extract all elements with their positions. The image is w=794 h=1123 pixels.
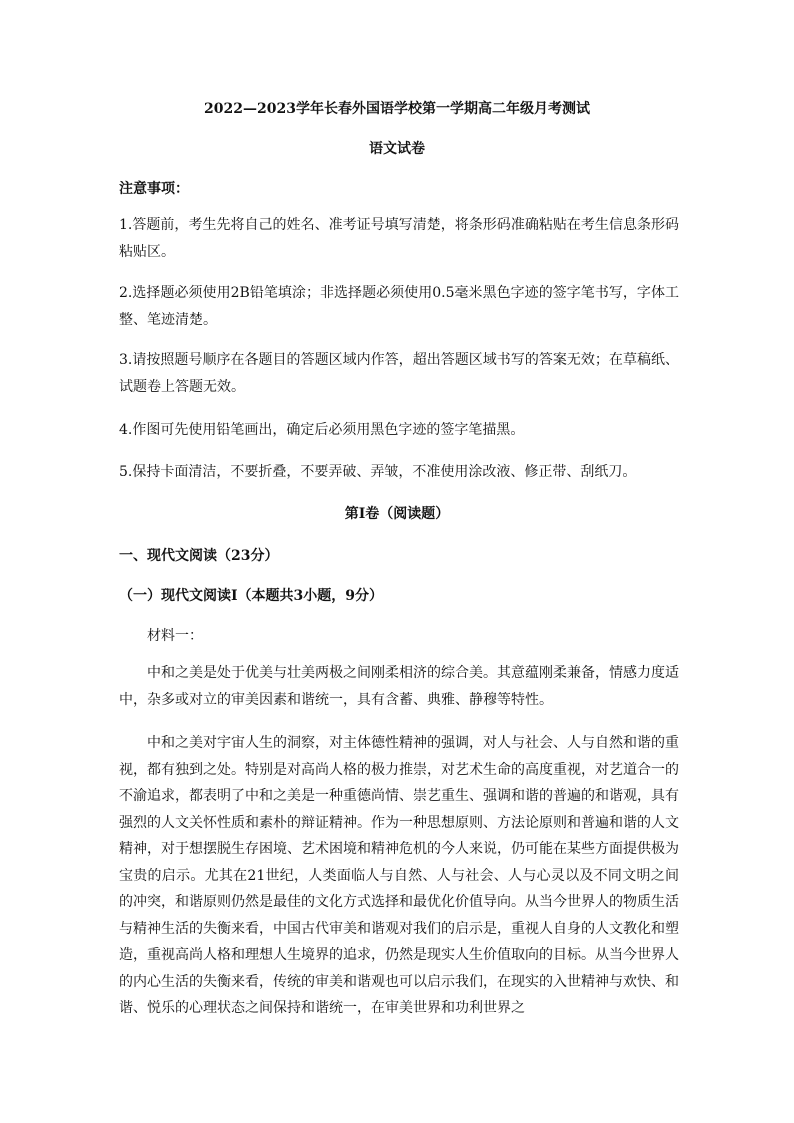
volume-title: 第Ⅰ卷（阅读题） [344, 506, 450, 522]
note-item-4: 4.作图可先使用铅笔画出，确定后必须用黑色字迹的签字笔描黑。 [119, 422, 525, 438]
note-item-1: 1.答题前，考生先将自己的姓名、准考证号填写清楚，将条形码准确粘贴在考生信息条形码粘贴区。 [119, 217, 679, 260]
note-item-2: 2.选择题必须使用2B铅笔填涂；非选择题必须使用0.5毫米黑色字迹的签字笔书写，字体工整、笔迹清楚。 [119, 285, 679, 328]
note-item-5: 5.保持卡面清洁，不要折叠，不要弄破、弄皱，不准使用涂改液、修正带、刮纸刀。 [119, 464, 637, 480]
paragraph-2: 中和之美对宇宙人生的洞察，对主体德性精神的强调，对人与社会、人与自然和谐的重视，都有独到之处。特别是对高尚人格的极力推崇，对艺术生命的高度重视，对艺道合一的不渝追求，都表明了中和之美是一种重德尚情、崇艺重生、强调和谐的普遍的和谐观，具有强烈的人文关怀性质和素朴的辩证精神。作为一种思想原则、方法论原则和普遍和谐的人文精神，对于想摆脱生存困境、艺术困境和精神危机的今人来说，仍可能在某些方面提供极为宝贵的启示。尤其在21世纪，人类面临人与自然、人与社会、人与心灵以及不同文明之间的冲突，和谐原则仍然是最佳的文化方式选择和最优化价值导向。从当今世界人的物质生活与精神生活的失衡来看，中国古代审美和谐观对我们的启示是，重视人自身的人文教化和塑造，重视高尚人格和理想人生境界的追求，仍然是现实人生价值取向的目标。从当今世界人的内心生活的失衡来看，传统的审美和谐观也可以启示我们，在现实的入世精神与欢快、和谐、悦乐的心理状态之间保持和谐统一，在审美世界和功利世界之 [119, 735, 679, 1016]
notes-heading: 注意事项： [119, 181, 189, 197]
sub-title: （一）现代文阅读Ⅰ（本题共3小题，9分） [119, 588, 384, 604]
exam-subtitle: 语文试卷 [369, 141, 425, 157]
note-item-3: 3.请按照题号顺序在各题目的答题区域内作答，超出答题区域书写的答案无效；在草稿纸、试题卷上答题无效。 [119, 352, 679, 395]
paragraph-1: 中和之美是处于优美与壮美两极之间刚柔相济的综合美。其意蕴刚柔兼备，情感力度适中，杂多或对立的审美因素和谐统一，具有含蓄、典雅、静穆等特性。 [119, 665, 679, 708]
exam-title: 2022—2023学年长春外国语学校第一学期高二年级月考测试 [204, 101, 590, 117]
part-title: 一、现代文阅读（23分） [119, 548, 279, 564]
material-label: 材料一： [147, 628, 203, 644]
